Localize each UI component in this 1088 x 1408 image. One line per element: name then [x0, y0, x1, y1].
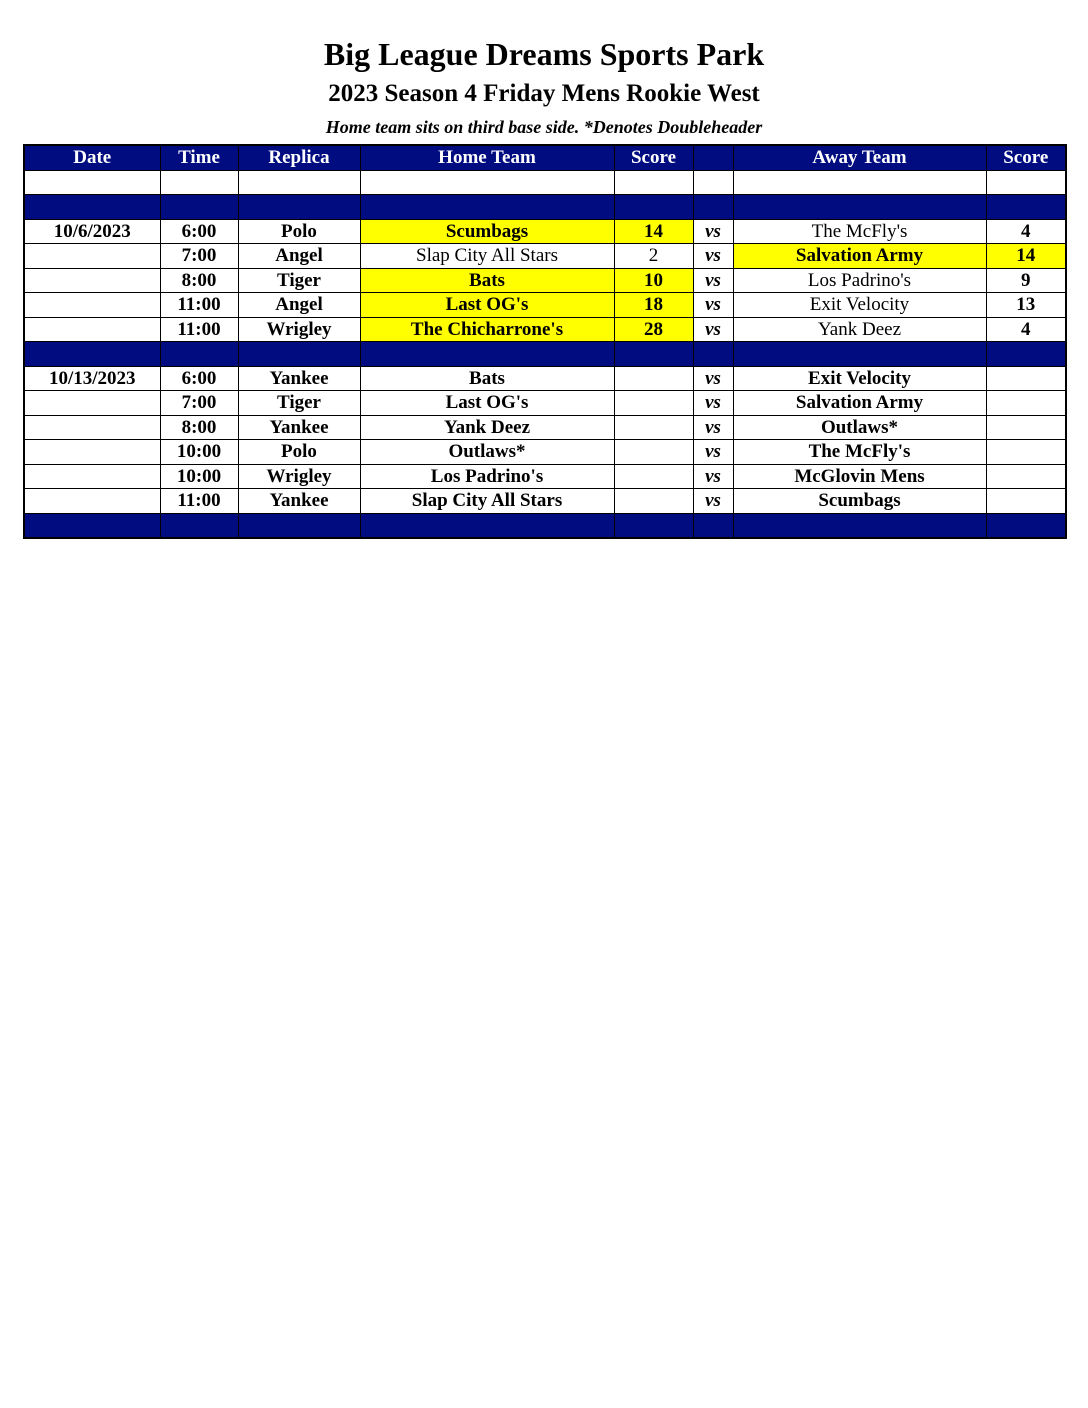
- col-header-replica: Replica: [238, 145, 360, 170]
- away-score: [986, 440, 1066, 465]
- away-team: McGlovin Mens: [733, 464, 986, 489]
- game-time: 11:00: [160, 293, 238, 318]
- home-team: Scumbags: [360, 219, 614, 244]
- game-date: [24, 415, 160, 440]
- away-team: Yank Deez: [733, 317, 986, 342]
- game-row: [24, 391, 1066, 416]
- away-team: Salvation Army: [733, 244, 986, 269]
- vs-label: vs: [693, 464, 733, 489]
- home-team: Los Padrino's: [360, 464, 614, 489]
- home-team: Slap City All Stars: [360, 489, 614, 514]
- vs-label: vs: [693, 293, 733, 318]
- vs-label: vs: [693, 440, 733, 465]
- vs-label: vs: [693, 219, 733, 244]
- game-date: [24, 391, 160, 416]
- home-team: Outlaws*: [360, 440, 614, 465]
- game-row: [24, 464, 1066, 489]
- game-row: [24, 244, 1066, 269]
- home-score: 18: [614, 293, 693, 318]
- game-time: 10:00: [160, 440, 238, 465]
- away-team: The McFly's: [733, 440, 986, 465]
- week-divider-row: [24, 195, 1066, 220]
- home-score: 28: [614, 317, 693, 342]
- game-field: Yankee: [238, 415, 360, 440]
- game-row: [24, 293, 1066, 318]
- game-field: Tiger: [238, 268, 360, 293]
- game-time: 8:00: [160, 415, 238, 440]
- game-date: [24, 244, 160, 269]
- game-time: 7:00: [160, 244, 238, 269]
- game-date: 10/13/2023: [24, 366, 160, 391]
- home-team: Last OG's: [360, 391, 614, 416]
- vs-label: vs: [693, 317, 733, 342]
- spacer-row: [24, 170, 1066, 195]
- game-date: [24, 440, 160, 465]
- game-field: Yankee: [238, 489, 360, 514]
- away-team: Exit Velocity: [733, 293, 986, 318]
- game-field: Polo: [238, 440, 360, 465]
- away-score: 9: [986, 268, 1066, 293]
- table-header-row: [24, 145, 1066, 170]
- game-row: [24, 366, 1066, 391]
- game-row: [24, 440, 1066, 465]
- home-score: 2: [614, 244, 693, 269]
- home-team: The Chicharrone's: [360, 317, 614, 342]
- game-time: 8:00: [160, 268, 238, 293]
- away-score: 13: [986, 293, 1066, 318]
- game-field: Polo: [238, 219, 360, 244]
- game-field: Wrigley: [238, 464, 360, 489]
- away-score: 14: [986, 244, 1066, 269]
- home-team: Slap City All Stars: [360, 244, 614, 269]
- game-time: 11:00: [160, 317, 238, 342]
- schedule-table: [23, 144, 1067, 539]
- vs-label: vs: [693, 391, 733, 416]
- home-score: [614, 391, 693, 416]
- vs-label: vs: [693, 489, 733, 514]
- away-score: 4: [986, 317, 1066, 342]
- home-score: 14: [614, 219, 693, 244]
- page-note: Home team sits on third base side. *Denotes Doubleheader: [325, 117, 763, 137]
- game-row: [24, 415, 1066, 440]
- game-time: 11:00: [160, 489, 238, 514]
- page-title: Big League Dreams Sports Park: [323, 36, 765, 72]
- home-score: [614, 415, 693, 440]
- game-field: Wrigley: [238, 317, 360, 342]
- away-team: Scumbags: [733, 489, 986, 514]
- home-score: [614, 366, 693, 391]
- game-field: Tiger: [238, 391, 360, 416]
- col-header-home-team: Home Team: [360, 145, 614, 170]
- away-team: Salvation Army: [733, 391, 986, 416]
- game-date: [24, 317, 160, 342]
- away-team: Exit Velocity: [733, 366, 986, 391]
- home-team: Bats: [360, 366, 614, 391]
- away-score: [986, 464, 1066, 489]
- col-header-time: Time: [160, 145, 238, 170]
- home-team: Yank Deez: [360, 415, 614, 440]
- game-time: 7:00: [160, 391, 238, 416]
- game-date: [24, 464, 160, 489]
- home-team: Last OG's: [360, 293, 614, 318]
- game-date: [24, 268, 160, 293]
- page-subtitle: 2023 Season 4 Friday Mens Rookie West: [328, 80, 760, 107]
- away-team: The McFly's: [733, 219, 986, 244]
- home-score: 10: [614, 268, 693, 293]
- home-score: [614, 440, 693, 465]
- week-divider-row: [24, 513, 1066, 538]
- col-header-vs: [693, 145, 733, 170]
- game-time: 10:00: [160, 464, 238, 489]
- col-header-date: Date: [24, 145, 160, 170]
- game-time: 6:00: [160, 366, 238, 391]
- away-score: [986, 415, 1066, 440]
- away-team: Outlaws*: [733, 415, 986, 440]
- game-row: [24, 268, 1066, 293]
- game-date: [24, 293, 160, 318]
- game-row: [24, 489, 1066, 514]
- home-score: [614, 489, 693, 514]
- game-field: Angel: [238, 293, 360, 318]
- away-score: [986, 489, 1066, 514]
- game-row: [24, 317, 1066, 342]
- game-field: Angel: [238, 244, 360, 269]
- vs-label: vs: [693, 415, 733, 440]
- home-score: [614, 464, 693, 489]
- away-score: [986, 366, 1066, 391]
- col-header-home-score: Score: [614, 145, 693, 170]
- away-score: 4: [986, 219, 1066, 244]
- col-header-away-score: Score: [986, 145, 1066, 170]
- game-date: [24, 489, 160, 514]
- game-row: [24, 219, 1066, 244]
- vs-label: vs: [693, 244, 733, 269]
- vs-label: vs: [693, 366, 733, 391]
- away-score: [986, 391, 1066, 416]
- vs-label: vs: [693, 268, 733, 293]
- away-team: Los Padrino's: [733, 268, 986, 293]
- week-divider-row: [24, 342, 1066, 367]
- home-team: Bats: [360, 268, 614, 293]
- game-date: 10/6/2023: [24, 219, 160, 244]
- col-header-away-team: Away Team: [733, 145, 986, 170]
- game-field: Yankee: [238, 366, 360, 391]
- game-time: 6:00: [160, 219, 238, 244]
